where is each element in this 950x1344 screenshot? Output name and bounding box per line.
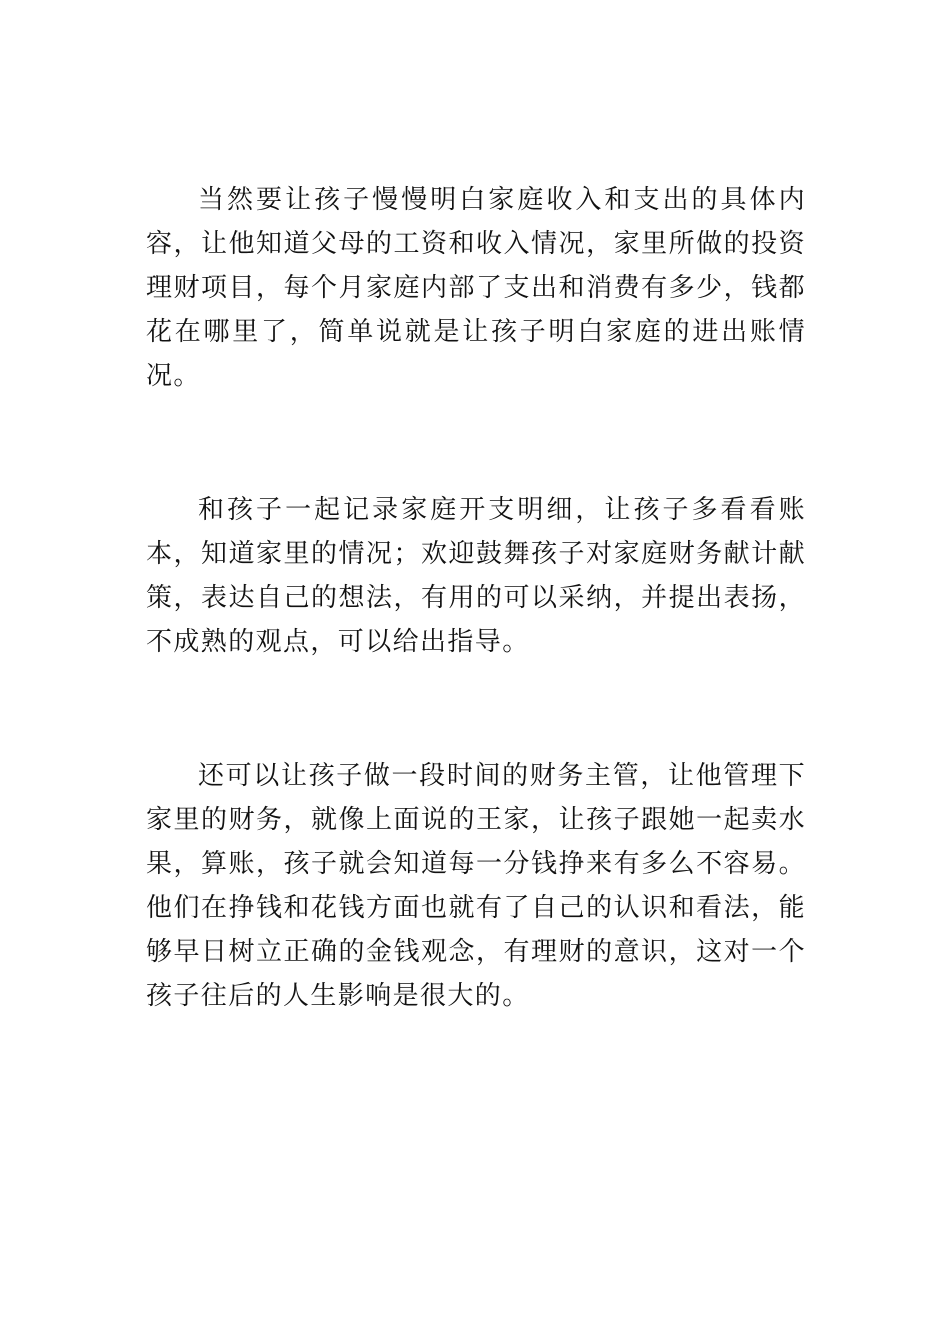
paragraph-1: 当然要让孩子慢慢明白家庭收入和支出的具体内容，让他知道父母的工资和收入情况，家里所做的投资理财项目，每个月家庭内部了支出和消费有多少，钱都花在哪里了，简单说就是让孩子明白家庭的进出账情况。 <box>146 185 806 391</box>
paragraph-3: 还可以让孩子做一段时间的财务主管，让他管理下家里的财务，就像上面说的王家，让孩子跟她一起卖水果，算账，孩子就会知道每一分钱挣来有多么不容易。他们在挣钱和花钱方面也就有了自己的认识和看法，能够早日树立正确的金钱观念，有理财的意识，这对一个孩子往后的人生影响是很大的。 <box>146 761 806 1011</box>
paragraph-2: 和孩子一起记录家庭开支明细，让孩子多看看账本，知道家里的情况；欢迎鼓舞孩子对家庭财务献计献策，表达自己的想法，有用的可以采纳，并提出表扬，不成熟的观点，可以给出指导。 <box>146 495 806 657</box>
document-body <box>146 178 806 1108</box>
